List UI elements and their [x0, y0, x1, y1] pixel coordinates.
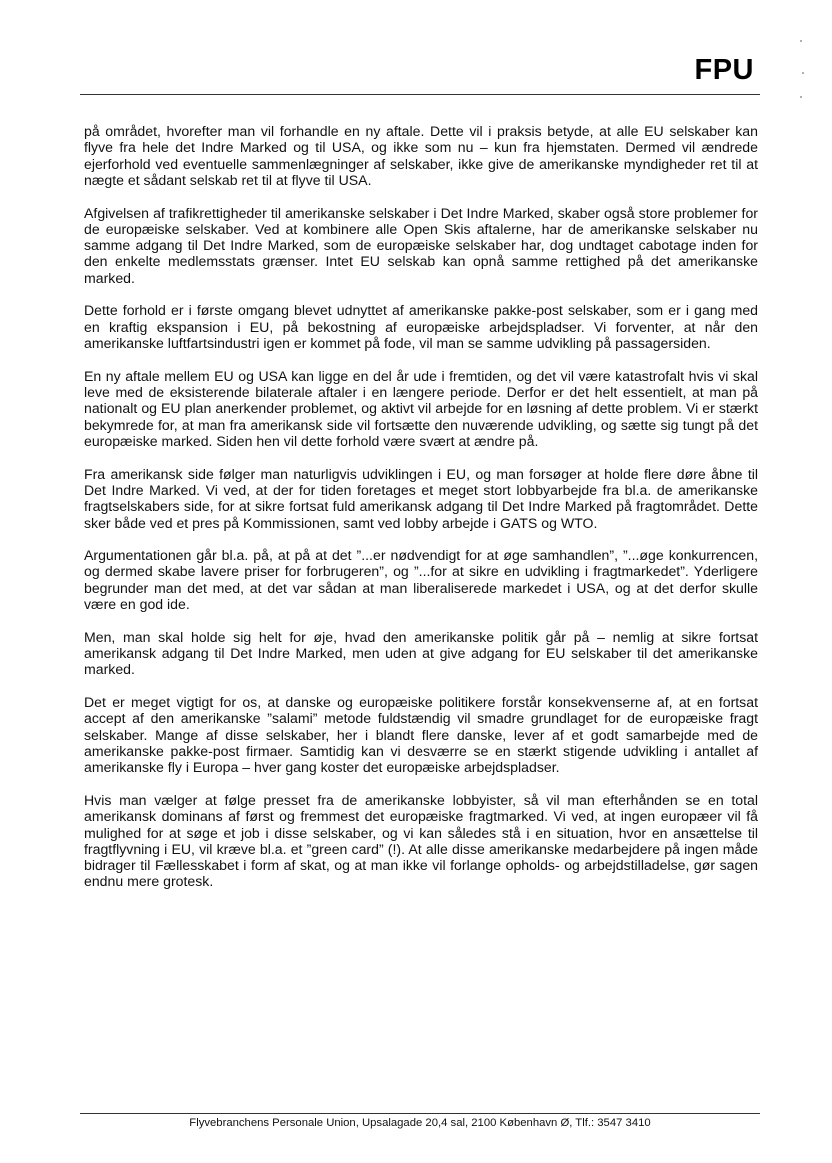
footer-address: Flyvebranchens Personale Union, Upsalagade 20,4 sal, 2100 København Ø, Tlf.: 3547 3410 — [189, 1117, 651, 1129]
paragraph: Afgivelsen af trafikrettigheder til amerikanske selskaber i Det Indre Marked, skaber også store problemer for de europæiske selskaber. Ved at kombinere alle Open Skis aftalerne, har de amerikanske selskaber nu samme adgang til Det Indre Marked, som de europæiske selskaber har, dog undtaget cabotage inden for den enkelte medlemsstats grænser. Intet EU selskab kan opnå samme rettighed på det amerikanske marked. — [84, 204, 758, 286]
scan-speck — [800, 96, 802, 98]
fpu-logo: FPU — [694, 54, 754, 86]
paragraph: Fra amerikansk side følger man naturligvis udviklingen i EU, og man forsøger at holde flere døre åbne til Det Indre Marked. Vi ved, at der for tiden foretages et meget stort lobbyarbejde fra bl.a. de amerikanske fragtselskabers side, for at sikre fortsat fuld amerikansk adgang til Det Indre Marked på fragtområdet. Dette sker både ved et pres på Kommissionen, samt ved lobby arbejde i GATS og WTO. — [84, 465, 758, 531]
paragraph: Argumentationen går bl.a. på, at på at det ”...er nødvendigt for at øge samhandlen”, ”...øge konkurrencen, og dermed skabe lavere priser for forbrugeren”, og ”...for at sikre en udvikling i fragtmarkedet”. Yderligere begrunder man det med, at det var sådan at man liberaliserede markedet i USA, og at det derfor skulle være en god ide. — [84, 547, 758, 613]
paragraph: på området, hvorefter man vil forhandle en ny aftale. Dette vil i praksis betyde, at alle EU selskaber kan flyve fra hele det Indre Marked og til USA, og ikke som nu – kun fra hjemstaten. Dermed vil ændrede ejerforhold ved eventuelle sammenlægninger af selskaber, ikke give de amerikanske myndigheder ret til at nægte et sådant selskab ret til at flyve til USA. — [84, 123, 758, 188]
header-rule — [80, 94, 760, 95]
footer-rule — [80, 1113, 760, 1114]
paragraph: Hvis man vælger at følge presset fra de amerikanske lobbyister, så vil man efterhånden se en total amerikansk dominans af først og fremmest det europæiske fragtmarked. Vi ved, at ingen europæer vil få mulighed for at søge et job i disse selskaber, og vi kan således stå i en situation, hvor en ansættelse til fragtflyvning i EU, vil kræve bl.a. et ”green card” (!). At alle disse amerikanske medarbejdere på ingen måde bidrager til Fællesskabet i form af skat, og at man ikke vil forlange opholds- og arbejdstilladelse, gør sagen endnu mere grotesk. — [84, 791, 758, 890]
scan-speck — [802, 72, 804, 74]
paragraph: Men, man skal holde sig helt for øje, hvad den amerikanske politik går på – nemlig at sikre fortsat amerikansk adgang til Det Indre Marked, men uden at give adgang for EU selskaber til det amerikanske marked. — [84, 628, 758, 678]
paragraph: Det er meget vigtigt for os, at danske og europæiske politikere forstår konsekvenserne af, at en fortsat accept af den amerikanske ”salami” metode fuldstændig vil smadre grundlaget for de europæiske fragt selskaber. Mange af disse selskaber, her i blandt flere danske, lever af et godt samarbejde med de amerikanske pakke-post firmaer. Samtidig kan vi desværre se en stærkt stigende udvikling i antallet af amerikanske fly i Europa – hver gang koster det europæiske arbejdspladser. — [84, 694, 758, 776]
body-text — [84, 123, 758, 906]
paragraph: Dette forhold er i første omgang blevet udnyttet af amerikanske pakke-post selskaber, som er i gang med en kraftig ekspansion i EU, på bekostning af europæiske arbejdspladser. Vi forventer, at når den amerikanske luftfartsindustri igen er kommet på fode, vil man se samme udvikling på passagersiden. — [84, 302, 758, 352]
scan-speck — [800, 40, 802, 42]
paragraph: En ny aftale mellem EU og USA kan ligge en del år ude i fremtiden, og det vil være katastrofalt hvis vi skal leve med de eksisterende bilaterale aftaler i en længere periode. Derfor er det helt essentielt, at man på nationalt og EU plan anerkender problemet, og aktivt vil arbejde for en løsning af dette problem. Vi er stærkt bekymrede for, at man fra amerikansk side vil fortsætte den nuværende udvikling, og sætte sig tungt på det europæiske marked. Siden hen vil dette forhold være svært at ændre på. — [84, 367, 758, 449]
